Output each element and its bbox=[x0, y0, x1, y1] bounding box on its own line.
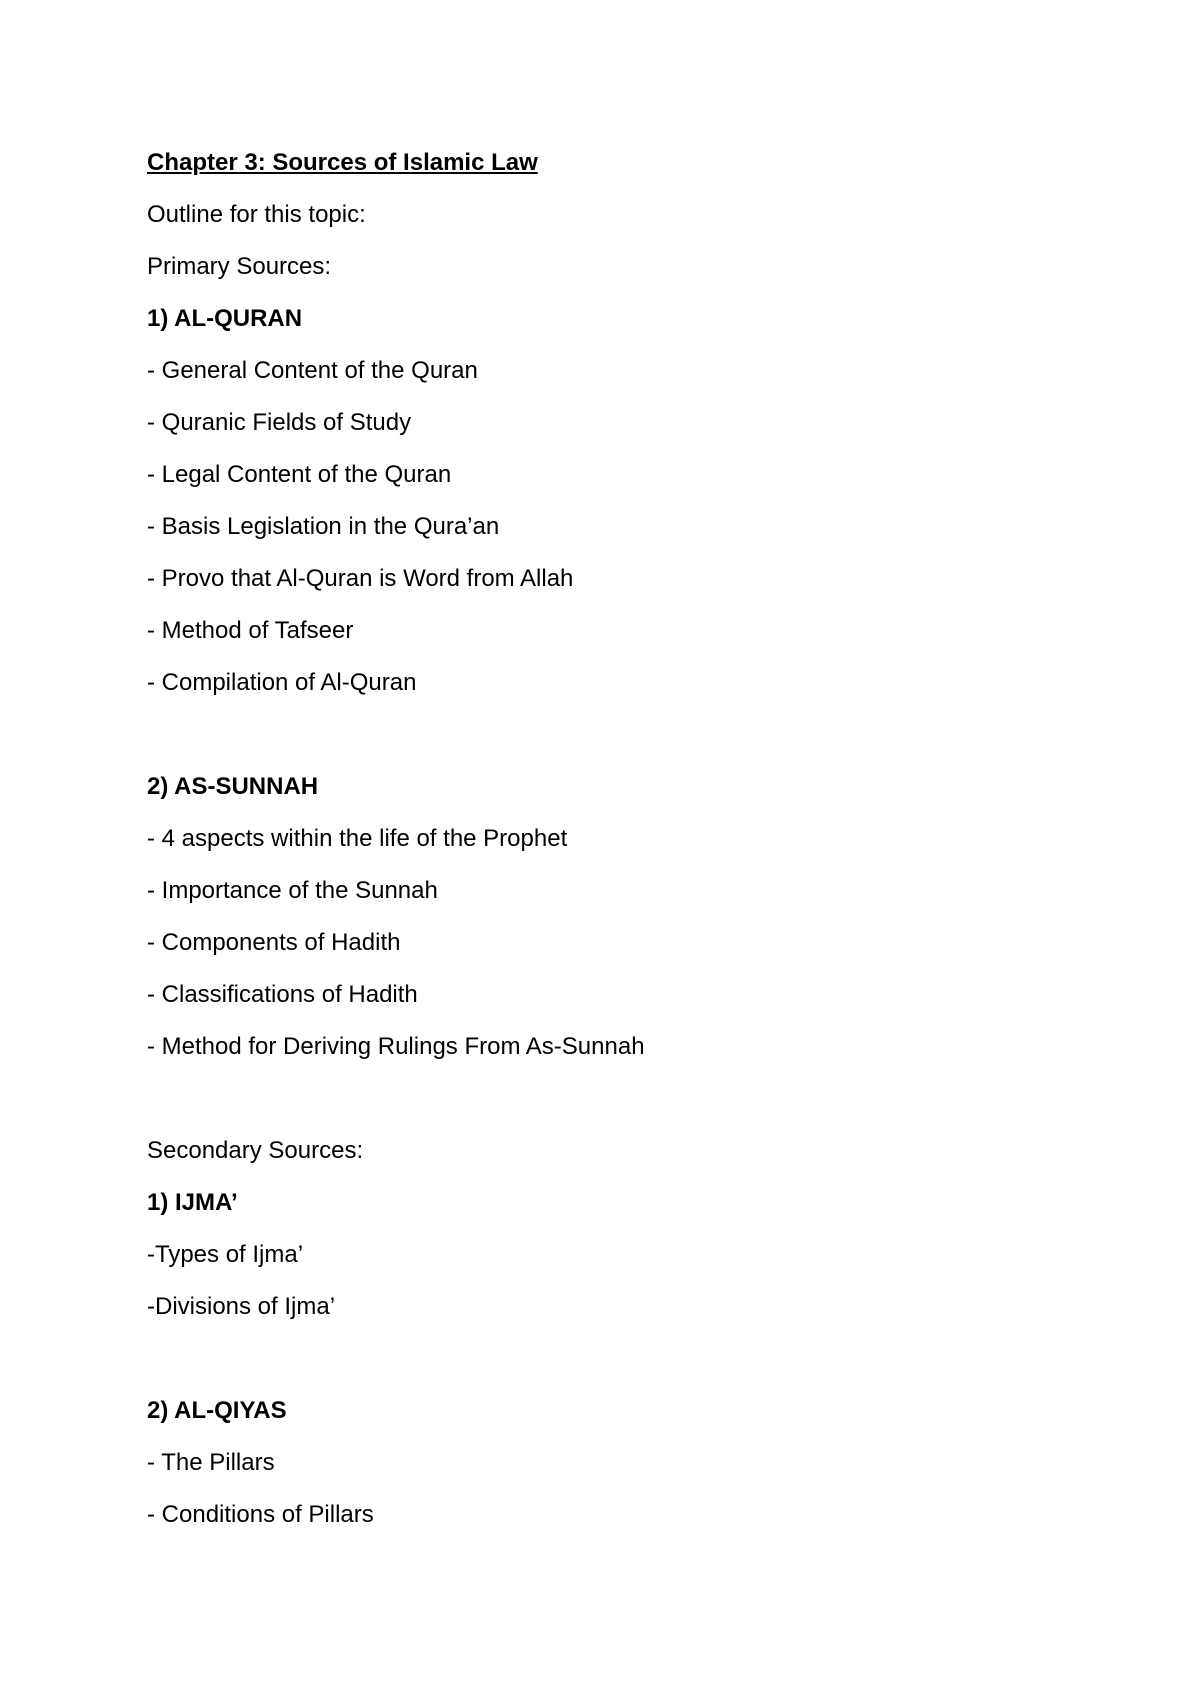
list-item: - Method for Deriving Rulings From As-Sunnah bbox=[147, 1033, 645, 1060]
section-heading-al-qiyas: 2) AL-QIYAS bbox=[147, 1397, 287, 1424]
list-item: - Provo that Al-Quran is Word from Allah bbox=[147, 565, 574, 592]
list-item: - Conditions of Pillars bbox=[147, 1501, 374, 1528]
list-item: - 4 aspects within the life of the Prophet bbox=[147, 825, 568, 852]
list-item: - Legal Content of the Quran bbox=[147, 461, 452, 488]
list-item: - Method of Tafseer bbox=[147, 617, 354, 644]
blank-line bbox=[147, 1342, 1107, 1394]
page-title: Chapter 3: Sources of Islamic Law bbox=[147, 149, 538, 176]
list-item: - General Content of the Quran bbox=[147, 357, 478, 384]
list-item: - Components of Hadith bbox=[147, 929, 401, 956]
blank-line bbox=[147, 1082, 1107, 1134]
list-item: -Divisions of Ijma’ bbox=[147, 1293, 336, 1320]
outline-label: Outline for this topic: bbox=[147, 201, 366, 228]
list-item: - Importance of the Sunnah bbox=[147, 877, 438, 904]
blank-line bbox=[147, 718, 1107, 770]
list-item: - Quranic Fields of Study bbox=[147, 409, 412, 436]
section-heading-ijma: 1) IJMA’ bbox=[147, 1189, 238, 1216]
list-item: -Types of Ijma’ bbox=[147, 1241, 304, 1268]
list-item: - Classifications of Hadith bbox=[147, 981, 418, 1008]
section-heading-as-sunnah: 2) AS-SUNNAH bbox=[147, 773, 319, 800]
list-item: - Basis Legislation in the Qura’an bbox=[147, 513, 500, 540]
document-body bbox=[147, 146, 1107, 1550]
list-item: - Compilation of Al-Quran bbox=[147, 669, 417, 696]
secondary-sources-label: Secondary Sources: bbox=[147, 1137, 364, 1164]
list-item: - The Pillars bbox=[147, 1449, 275, 1476]
primary-sources-label: Primary Sources: bbox=[147, 253, 332, 280]
section-heading-al-quran: 1) AL-QURAN bbox=[147, 305, 303, 332]
